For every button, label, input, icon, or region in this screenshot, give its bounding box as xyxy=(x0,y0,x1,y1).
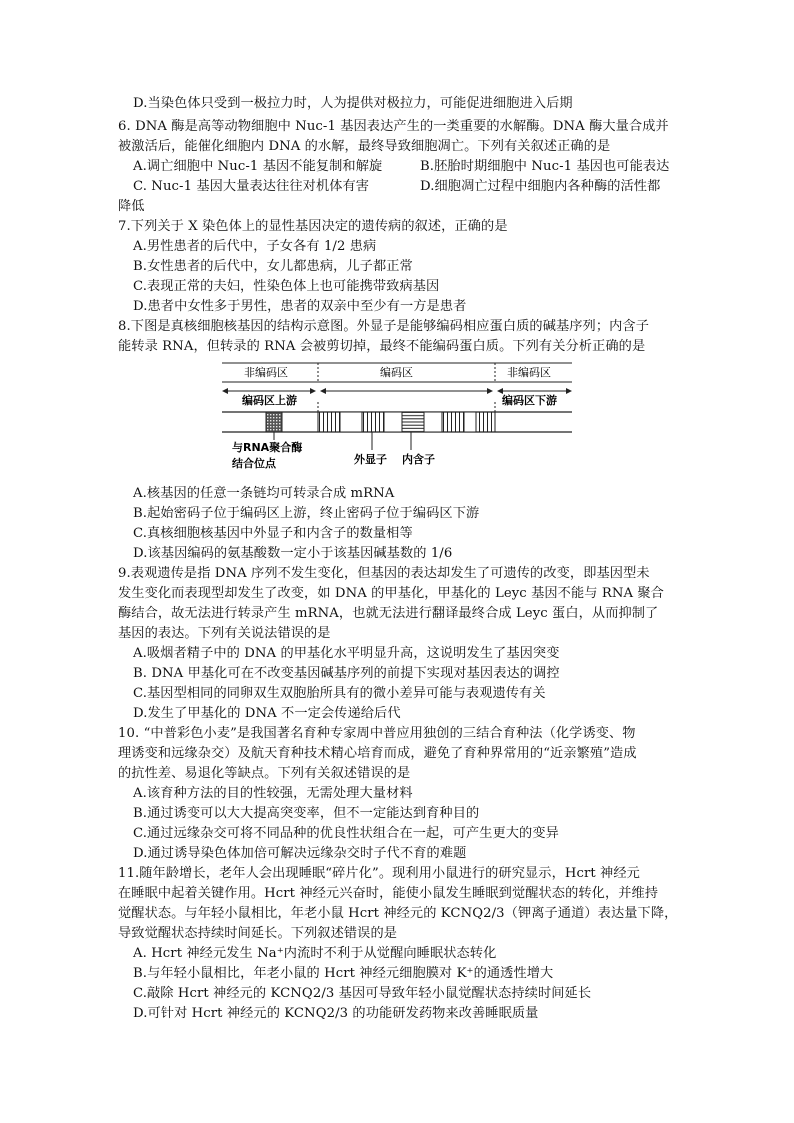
q6-option-c: C. Nuc-1 基因大量表达往往对机体有害 xyxy=(133,179,370,194)
q7-stem: 7.下列关于 X 染色体上的显性基因决定的遗传病的叙述，正确的是 xyxy=(118,219,508,234)
q10-stem-line1: 10. “中普彩色小麦”是我国著名育种专家周中普应用独创的三结合育种法（化学诱变、物 xyxy=(118,726,636,741)
q5-option-d: D.当染色体只受到一极拉力时，人为提供对极拉力，可能促进细胞进入后期 xyxy=(133,96,573,111)
q11-stem-line2: 在睡眠中起着关键作用。Hcrt 神经元兴奋时，能使小鼠发生睡眠到觉醒状态的转化，并维持 xyxy=(118,886,659,901)
label-noncoding-right: 非编码区 xyxy=(507,366,551,379)
q6-stem-line1: 6. DNA 酶是高等动物细胞中 Nuc-1 基因表达产生的一类重要的水解酶。DNA 酶大量合成并 xyxy=(118,119,669,134)
q9-stem-line3: 酶结合，故无法进行转录产生 mRNA，也就无法进行翻译最终合成 Leyc 蛋白，从而抑制了 xyxy=(118,606,659,621)
q9-option-b: B. DNA 甲基化可在不改变基因碱基序列的前提下实现对基因表达的调控 xyxy=(133,666,560,681)
q9-option-a: A.吸烟者精子中的 DNA 的甲基化水平明显升高，这说明发生了基因突变 xyxy=(133,646,560,661)
q10-option-c: C.通过远缘杂交可将不同品种的优良性状组合在一起，可产生更大的变异 xyxy=(133,826,559,841)
q6-option-d-cont: 降低 xyxy=(118,199,145,214)
q7-option-c: C.表现正常的夫妇，性染色体上也可能携带致病基因 xyxy=(133,279,440,294)
label-intron: 内含子 xyxy=(402,453,435,466)
q11-option-c: C.敲除 Hcrt 神经元的 KCNQ2/3 基因可导致年轻小鼠觉醒状态持续时间延长 xyxy=(133,986,592,1001)
q10-option-d: D.通过诱导染色体加倍可解决远缘杂交时子代不育的难题 xyxy=(133,846,467,861)
label-promoter-line1: 与RNA聚合酶 xyxy=(232,441,303,454)
label-noncoding-left: 非编码区 xyxy=(244,366,288,379)
q11-stem-line4: 导致觉醒状态持续时间延长。下列叙述错误的是 xyxy=(118,926,398,941)
q8-stem-line2: 能转录 RNA，但转录的 RNA 会被剪切掉，最终不能编码蛋白质。下列有关分析正确的是 xyxy=(118,339,646,354)
gene-structure-diagram xyxy=(222,360,572,480)
intron-3 xyxy=(424,412,442,432)
q6-option-d: D.细胞凋亡过程中细胞内各种酶的活性都 xyxy=(420,179,661,194)
exon-4 xyxy=(442,412,464,432)
intron-1 xyxy=(340,412,362,432)
q11-option-d: D.可针对 Hcrt 神经元的 KCNQ2/3 的功能研发药物来改善睡眠质量 xyxy=(133,1006,539,1021)
exon-2 xyxy=(362,412,384,432)
q8-option-b: B.起始密码子位于编码区上游，终止密码子位于编码区下游 xyxy=(133,506,480,521)
exon-1 xyxy=(318,412,340,432)
intron-2 xyxy=(384,412,402,432)
q10-option-b: B.通过诱变可以大大提高突变率，但不一定能达到育种目的 xyxy=(133,806,480,821)
q7-option-a: A.男性患者的后代中，子女各有 1/2 患病 xyxy=(133,239,377,254)
q6-option-b: B.胚胎时期细胞中 Nuc-1 基因也可能表达 xyxy=(420,159,670,174)
q11-stem-line1: 11.随年龄增长，老年人会出现睡眠“碎片化”。现利用小鼠进行的研究显示，Hcrt 神经元 xyxy=(118,866,640,881)
q6-stem-line2: 被激活后，能催化细胞内 DNA 的水解，最终导致细胞凋亡。下列有关叙述正确的是 xyxy=(118,139,611,154)
q10-stem-line2: 理诱变和远缘杂交）及航天育种技术精心培育而成，避免了育种界常用的“近亲繁殖”造成 xyxy=(118,746,637,761)
q8-stem-line1: 8.下图是真核细胞核基因的结构示意图。外显子是能够编码相应蛋白质的碱基序列；内含子 xyxy=(118,319,649,334)
label-coding: 编码区 xyxy=(380,366,413,379)
q9-stem-line2: 发生变化而表现型却发生了改变，如 DNA 的甲基化，甲基化的 Leyc 基因不能与 RNA 聚合 xyxy=(118,586,664,601)
q11-stem-line3: 觉醒状态。与年轻小鼠相比，年老小鼠 Hcrt 神经元的 KCNQ2/3（钾离子通道）表达量下降， xyxy=(118,906,678,921)
promoter-site xyxy=(266,412,282,432)
label-promoter-line2: 结合位点 xyxy=(232,457,276,470)
label-downstream: 编码区下游 xyxy=(502,394,557,407)
q9-stem-line4: 基因的表达。下列有关说法错误的是 xyxy=(118,626,331,641)
label-exon: 外显子 xyxy=(354,453,387,466)
q8-option-d: D.该基因编码的氨基酸数一定小于该基因碱基数的 1/6 xyxy=(133,546,453,561)
q10-stem-line3: 的抗性差、易退化等缺点。下列有关叙述错误的是 xyxy=(118,766,411,781)
q9-option-c: C.基因型相同的同卵双生双胞胎所具有的微小差异可能与表观遗传有关 xyxy=(133,686,546,701)
label-upstream: 编码区上游 xyxy=(242,394,297,407)
q7-option-b: B.女性患者的后代中，女儿都患病，儿子都正常 xyxy=(133,259,413,274)
exon-3 xyxy=(402,412,424,432)
q9-option-d: D.发生了甲基化的 DNA 不一定会传递给后代 xyxy=(133,706,401,721)
q10-option-a: A.该育种方法的目的性较强，无需处理大量材料 xyxy=(133,786,413,801)
q7-option-d: D.患者中女性多于男性，患者的双亲中至少有一方是患者 xyxy=(133,299,467,314)
q8-option-c: C.真核细胞核基因中外显子和内含子的数量相等 xyxy=(133,526,413,541)
q9-stem-line1: 9.表观遗传是指 DNA 序列不发生变化，但基因的表达却发生了可遗传的改变，即基因型未 xyxy=(118,566,650,581)
exon-5 xyxy=(476,412,495,432)
intron-4 xyxy=(464,412,476,432)
q6-option-a: A.调亡细胞中 Nuc-1 基因不能复制和解旋 xyxy=(133,159,383,174)
q11-option-a: A. Hcrt 神经元发生 Na⁺内流时不利于从觉醒向睡眠状态转化 xyxy=(133,946,497,961)
q11-option-b: B.与年轻小鼠相比，年老小鼠的 Hcrt 神经元细胞膜对 K⁺的通透性增大 xyxy=(133,966,554,981)
q8-option-a: A.核基因的任意一条链均可转录合成 mRNA xyxy=(133,486,395,501)
